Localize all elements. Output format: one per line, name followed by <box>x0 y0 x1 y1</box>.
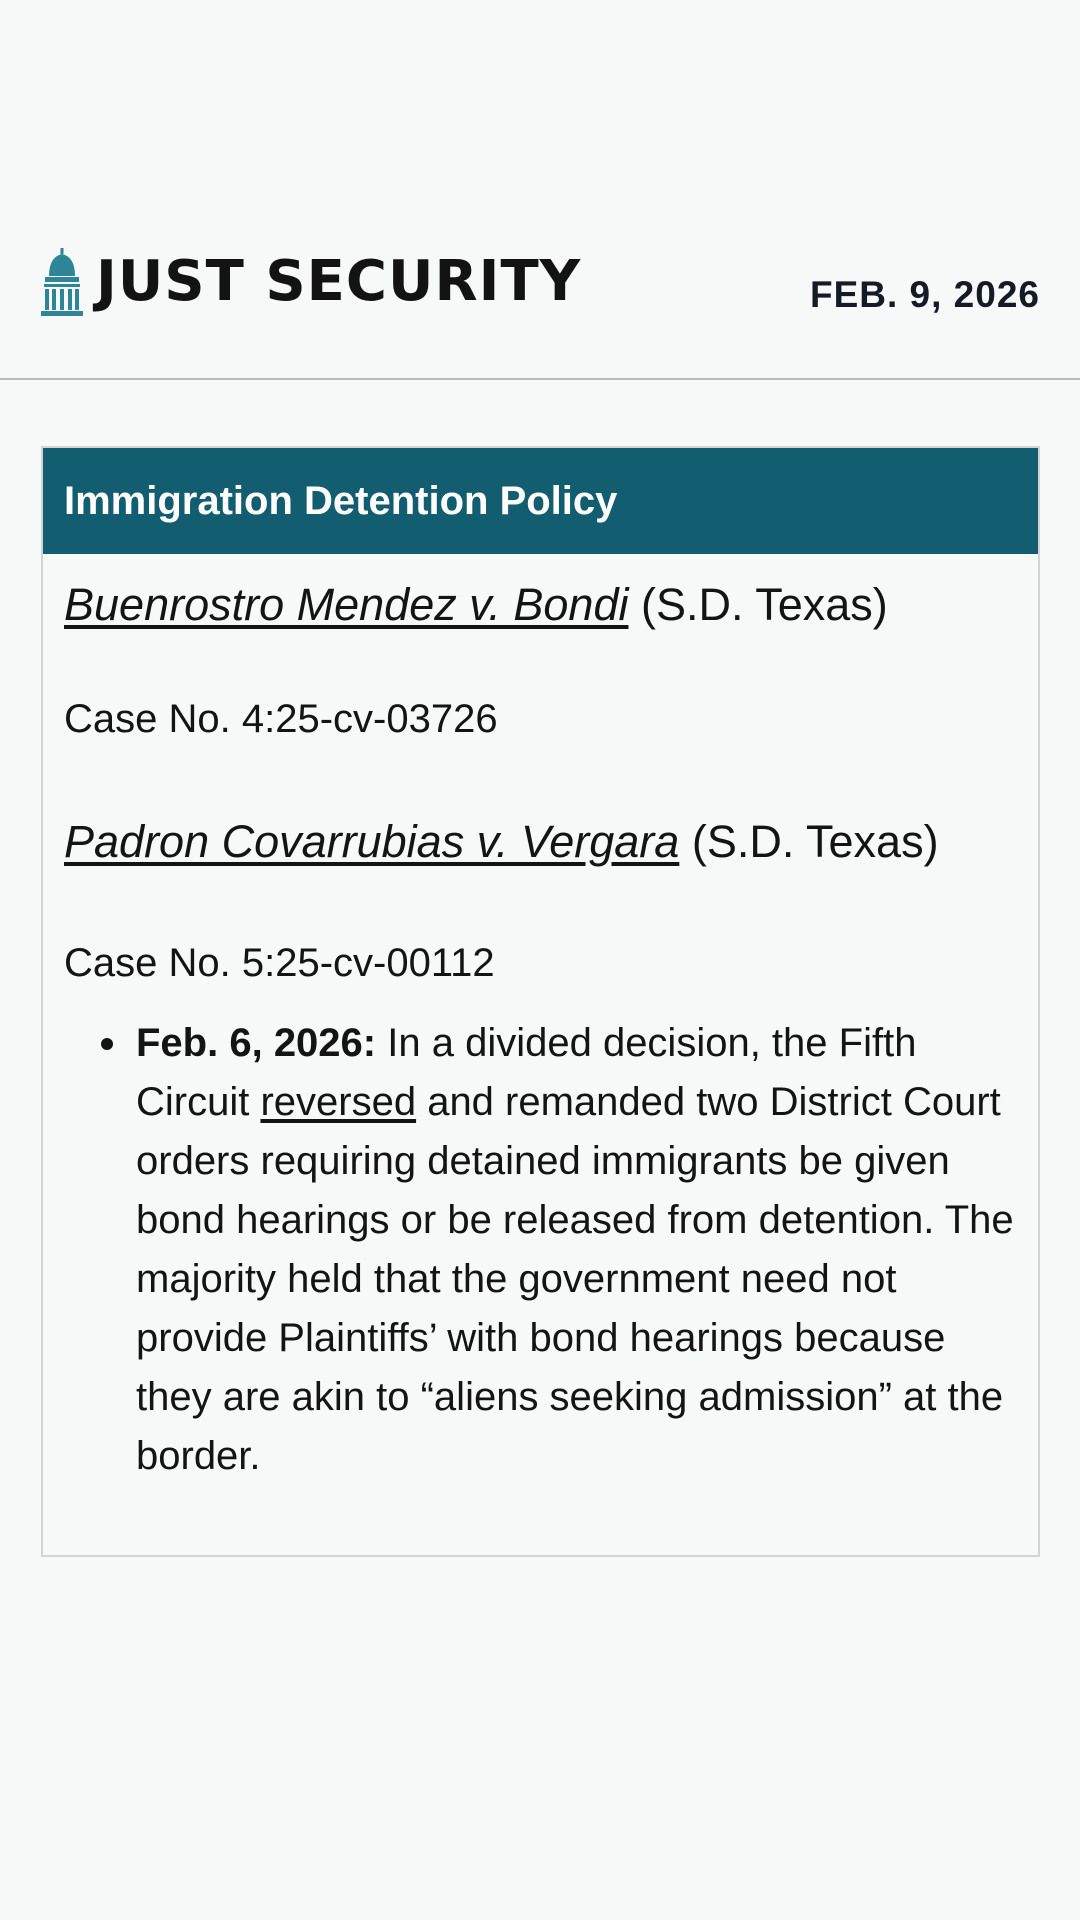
case-tracker-card <box>41 446 1040 1557</box>
logo-wordmark: JUST SECURITY <box>96 249 582 314</box>
bullet-icon <box>101 1038 113 1050</box>
case-number: Case No. 4:25-cv-03726 <box>64 697 498 741</box>
update-text: In a divided decision, the Fifth Circuit <box>136 1021 917 1124</box>
site-logo[interactable] <box>40 248 581 316</box>
case-title <box>64 578 888 632</box>
header-date: FEB. 9, 2026 <box>809 274 1040 315</box>
update-item <box>64 1014 1024 1486</box>
card-header <box>43 448 1038 554</box>
case-court: (S.D. Texas) <box>691 816 939 867</box>
capitol-dome-icon <box>40 248 84 316</box>
reversed-link[interactable]: reversed <box>260 1080 417 1124</box>
case-link[interactable]: Buenrostro Mendez v. Bondi <box>64 579 629 630</box>
site-header <box>0 0 1080 380</box>
case-court: (S.D. Texas) <box>641 579 888 630</box>
case-number: Case No. 5:25-cv-00112 <box>64 941 495 985</box>
case-title <box>64 815 939 869</box>
update-text-continued: and remanded two District Court orders requiring detained immigrants be given bond hearings or be released from detention. The majority held that the government need not provide Plaintiffs’ with bond hearings because they are akin to “aliens seeking admission” at the border. <box>136 1080 1014 1478</box>
card-title: Immigration Detention Policy <box>64 478 618 523</box>
update-date: Feb. 6, 2026: <box>136 1021 377 1065</box>
case-link[interactable]: Padron Covarrubias v. Vergara <box>64 816 680 867</box>
update-list <box>64 1014 1024 1486</box>
